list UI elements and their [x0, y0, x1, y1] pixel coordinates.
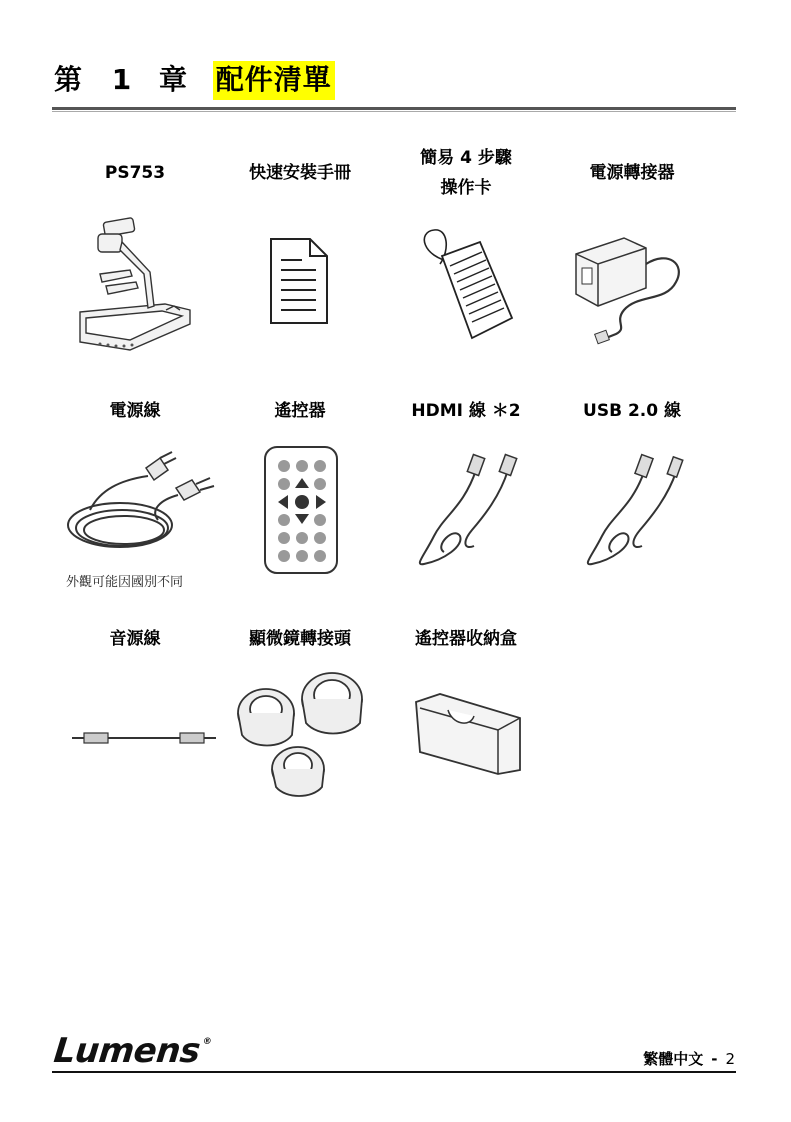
item-label-ps753: PS753: [104, 163, 166, 183]
audio-cable-icon: [68, 728, 218, 748]
item-label-power-cord: 電源線: [109, 401, 161, 421]
lumens-logo: [52, 1031, 213, 1071]
power-adapter-icon: [568, 224, 690, 346]
registered-mark: ®: [202, 1036, 212, 1047]
item-label-usb: USB 2.0 線: [583, 401, 681, 421]
remote-control-icon: [262, 444, 340, 576]
microscope-adapter-icon: [232, 665, 372, 805]
chapter-number: 1: [111, 63, 133, 96]
hdmi-cable-icon: [404, 446, 534, 572]
power-cord-icon: [60, 440, 230, 560]
header-rule-thin: [52, 111, 736, 112]
item-label-quick-card-line1: 簡易 4 步驟: [420, 148, 512, 168]
chapter-title: 配件清單: [213, 61, 335, 100]
item-label-quick-guide: 快速安裝手冊: [249, 163, 351, 183]
page-number: [643, 1048, 735, 1069]
chapter-word: 第: [54, 63, 84, 96]
chapter-suffix: 章: [159, 63, 189, 96]
chapter-heading: [54, 58, 335, 98]
power-cord-note: 外觀可能因國別不同: [66, 575, 184, 590]
item-label-power-adapter: 電源轉接器: [589, 163, 675, 183]
header-rule: [52, 107, 736, 110]
document-camera-icon: [70, 212, 200, 357]
item-label-hdmi: HDMI 線 ＊2: [411, 401, 521, 421]
item-label-remote-holder: 遙控器收納盒: [415, 629, 517, 649]
item-label-remote: 遙控器: [274, 401, 326, 421]
item-label-audio-cable: 音源線: [109, 629, 161, 649]
footer-rule: [52, 1071, 736, 1073]
logo-text: Lumens: [51, 1031, 202, 1071]
item-label-quick-card-line2: 操作卡: [440, 178, 492, 198]
footer-page: 2: [725, 1050, 735, 1068]
item-label-microscope-adapter: 顯微鏡轉接頭: [249, 629, 351, 649]
usb-cable-icon: [572, 446, 702, 572]
tag-card-icon: [412, 222, 522, 342]
footer-separator: -: [711, 1050, 718, 1068]
remote-holder-icon: [412, 690, 524, 778]
document-icon: [268, 236, 330, 326]
footer-language: 繁體中文: [643, 1050, 704, 1068]
